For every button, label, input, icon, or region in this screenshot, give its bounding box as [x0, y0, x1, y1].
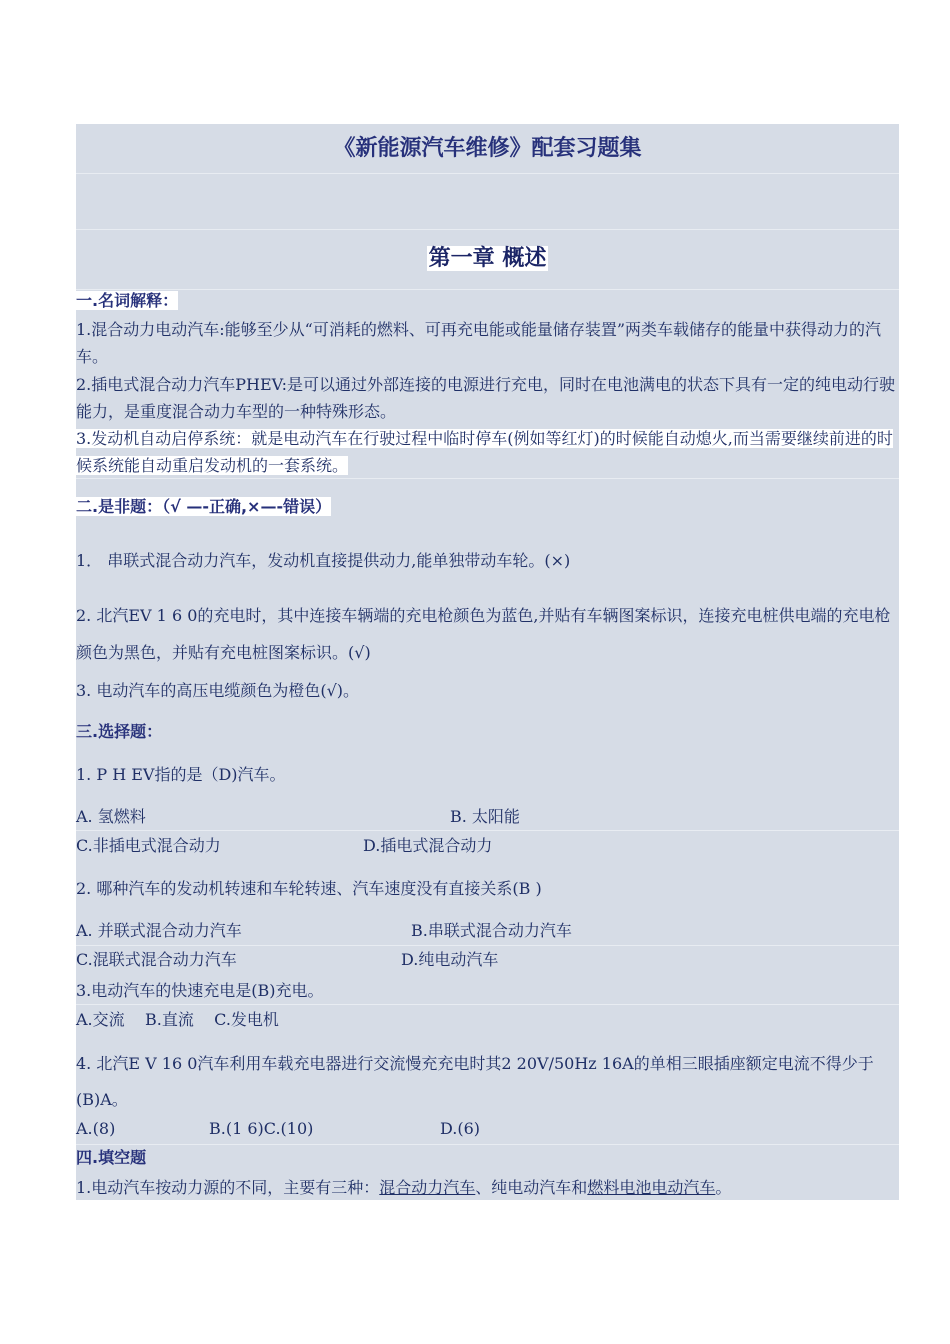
question-2-options: [76, 918, 899, 944]
option-a: A. 氢燃料: [76, 807, 146, 826]
question-1: 1. P H EV指的是（D)汽车。: [76, 765, 286, 784]
row-divider: [76, 229, 899, 230]
true-false-item: 1． 串联式混合动力汽车，发动机直接提供动力,能单独带动车轮。(×): [76, 551, 571, 570]
section-heading-text: 二.是非题：（√ —-正确,×—-错误）: [76, 497, 332, 516]
fill-in-item: [76, 1175, 899, 1201]
option-a: A.(8): [76, 1119, 116, 1138]
question-3-options: A.交流 B.直流 C.发电机: [76, 1010, 279, 1029]
row-divider: [76, 945, 899, 946]
fill-in-end: 。: [715, 1178, 732, 1197]
option-b: B.串联式混合动力汽车: [411, 921, 572, 940]
fill-in-answer-2: 燃料电池电动汽车: [587, 1178, 716, 1197]
option-b: B. 太阳能: [450, 807, 520, 826]
option-d: D.插电式混合动力: [363, 836, 493, 855]
section-heading-text: 一.名词解释：: [76, 291, 179, 310]
option-a: A. 并联式混合动力汽车: [76, 921, 242, 940]
fill-in-answer-1: 混合动力汽车: [379, 1178, 476, 1197]
question-2-options: [76, 947, 899, 973]
definition-item-text: 3.发动机自动启停系统：就是电动汽车在行驶过程中临时停车(例如等红灯)的时候能自动熄火,而当需要继续前进的时候系统能自动重启发动机的一套系统。: [76, 429, 893, 475]
row-divider: [76, 830, 899, 831]
definition-item: 2.插电式混合动力汽车PHEV:是可以通过外部连接的电源进行充电，同时在电池满电的状态下具有一定的纯电动行驶能力，是重度混合动力车型的一种特殊形态。: [76, 375, 896, 421]
row-divider: [76, 1004, 899, 1005]
section-heading-true-false: [76, 494, 899, 520]
option-c: C.混联式混合动力汽车: [76, 950, 237, 969]
fill-in-prefix: 1.电动汽车按动力源的不同，主要有三种：: [76, 1178, 380, 1197]
chapter-heading: [76, 244, 899, 274]
true-false-item: 2. 北汽EV 1 6 0的充电时，其中连接车辆端的充电枪颜色为蓝色,并贴有车辆图案标识，连接充电桩供电端的充电枪颜色为黑色，并贴有充电桩图案标识。(√): [76, 606, 891, 662]
question-1-options: [76, 833, 899, 859]
true-false-item: 3. 电动汽车的高压电缆颜色为橙色(√)。: [76, 681, 360, 700]
definition-item: 1.混合动力电动汽车:能够至少从“可消耗的燃料、可再充电能或能量储存装置”两类车载储存的能量中获得动力的汽车。: [76, 320, 882, 366]
chapter-title: 第一章 概述: [428, 246, 547, 271]
option-d: D.(6): [440, 1119, 481, 1138]
document-title: 《新能源汽车维修》配套习题集: [333, 136, 642, 161]
option-c: C.非插电式混合动力: [76, 836, 221, 855]
section-heading-definitions: [76, 288, 899, 314]
section-heading-fill-in: 四.填空题: [76, 1148, 147, 1167]
option-d: D.纯电动汽车: [401, 950, 499, 969]
question-3: 3.电动汽车的快速充电是(B)充电。: [76, 981, 324, 1000]
fill-in-middle: 、纯电动汽车和: [475, 1178, 588, 1197]
question-4: 4. 北汽E V 16 0汽车利用车载充电器进行交流慢充充电时其2 20V/50Hz 16A的单相三眼插座额定电流不得少于(B)A。: [76, 1054, 874, 1109]
question-2: 2. 哪种汽车的发动机转速和车轮转速、汽车速度没有直接关系(B ): [76, 879, 542, 898]
option-b-c: B.(1 6)C.(10): [209, 1119, 314, 1138]
definition-item: [76, 425, 899, 479]
section-heading-multiple-choice: 三.选择题：: [76, 722, 163, 741]
question-4-options: [76, 1116, 899, 1142]
row-divider: [76, 173, 899, 174]
question-1-options: [76, 804, 899, 830]
